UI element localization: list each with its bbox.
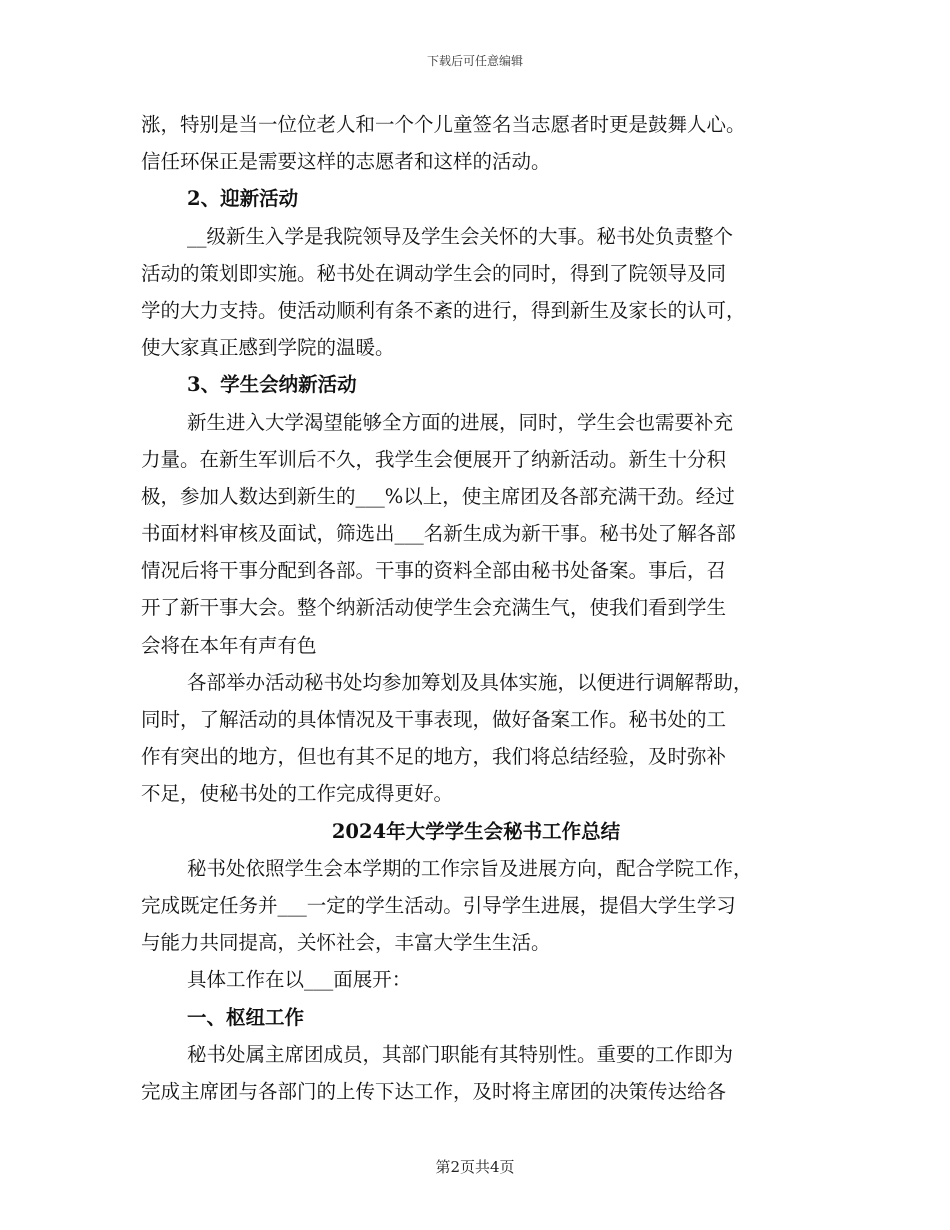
- page-number: 第2页共4页: [435, 1158, 515, 1176]
- document-body: [141, 106, 811, 1110]
- body-line: 与能力共同提高，关怀社会，丰富大学生生活。: [141, 931, 551, 955]
- body-line: 力量。在新生军训后不久，我学生会便展开了纳新活动。新生十分积: [141, 447, 727, 471]
- section-heading: 3、学生会纳新活动: [187, 373, 357, 397]
- body-line: 作有突出的地方，但也有其不足的地方，我们将总结经验，及时弥补: [141, 745, 727, 769]
- body-line: 各部举办活动秘书处均参加筹划及具体实施，以便进行调解帮助，: [187, 670, 753, 694]
- section-heading: 一、枢纽工作: [187, 1005, 305, 1029]
- body-line: 不足，使秘书处的工作完成得更好。: [141, 782, 454, 806]
- document-title: 2024年大学学生会秘书工作总结: [331, 819, 621, 843]
- body-line: 秘书处属主席团成员，其部门职能有其特别性。重要的工作即为: [187, 1042, 734, 1066]
- body-line: 活动的策划即实施。秘书处在调动学生会的同时，得到了院领导及同: [141, 261, 727, 285]
- body-line: __级新生入学是我院领导及学生会关怀的大事。秘书处负责整个: [187, 224, 734, 248]
- body-line: 书面材料审核及面试，筛选出___名新生成为新干事。秘书处了解各部: [141, 522, 736, 546]
- body-line: 具体工作在以___面展开：: [187, 968, 412, 992]
- body-line: 情况后将干事分配到各部。干事的资料全部由秘书处备案。事后，召: [141, 559, 727, 583]
- body-line: 秘书处依照学生会本学期的工作宗旨及进展方向，配合学院工作，: [187, 856, 753, 880]
- body-line: 信任环保正是需要这样的志愿者和这样的活动。: [141, 150, 551, 174]
- section-heading: 2、迎新活动: [187, 187, 299, 211]
- body-line: 极，参加人数达到新生的___%以上，使主席团及各部充满干劲。经过: [141, 484, 735, 508]
- body-line: 开了新干事大会。整个纳新活动使学生会充满生气，使我们看到学生: [141, 596, 727, 620]
- body-line: 涨，特别是当一位位老人和一个个儿童签名当志愿者时更是鼓舞人心。: [141, 113, 746, 136]
- body-line: 新生进入大学渴望能够全方面的进展，同时，学生会也需要补充: [187, 410, 734, 434]
- body-line: 学的大力支持。使活动顺利有条不紊的进行，得到新生及家长的认可，: [141, 298, 746, 322]
- body-line: 会将在本年有声有色: [141, 633, 317, 657]
- page-header: 下载后可任意编辑: [426, 54, 523, 68]
- body-line: 使大家真正感到学院的温暖。: [141, 336, 395, 360]
- body-line: 完成既定任务并___一定的学生活动。引导学生进展，提倡大学生学习: [141, 893, 736, 917]
- body-line: 完成主席团与各部门的上传下达工作，及时将主席团的决策传达给各: [141, 1079, 727, 1103]
- body-line: 同时，了解活动的具体情况及干事表现，做好备案工作。秘书处的工: [141, 708, 727, 731]
